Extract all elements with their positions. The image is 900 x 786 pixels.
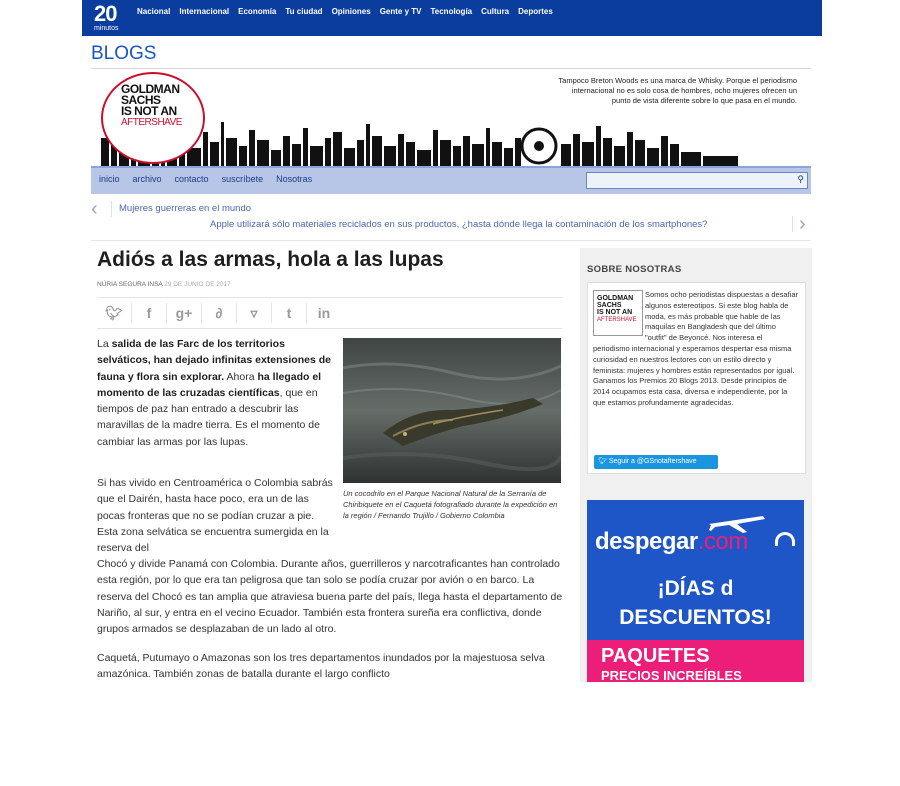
tumblr-icon[interactable]: t [272,303,307,323]
advertisement[interactable] [587,500,804,682]
nav-internacional[interactable]: Internacional [179,7,230,16]
text-bold: ha llegado el momento de las cruzadas científicas [97,370,322,399]
blog-banner[interactable] [91,70,811,166]
ad-headline-2: DESCUENTOS! [619,606,772,629]
share-bar [97,297,562,329]
ad-promo: PAQUETES [601,645,710,667]
blog-logo [121,84,182,128]
paragraph-2-continued: Chocó y divide Panamá con Colombia. Durante años, guerrilleros y narcotraficantes han controlado esta región, por lo que era tan peligrosa que tan solo se podía cruzar por avión o en barco. La reserva del Chocó es tan amplia que atraviesa buena parte del país, llega hasta el departamento de Nariño, al sur, y entra en el vecino Ecuador. También esta frontera sureña era conflictiva, donde grupos armados se desplazaban de un lado al otro. [97,558,563,636]
nav-archivo[interactable]: archivo [132,174,162,184]
text: , que en tiempos de paz han entrado a descubrir las maravillas de la madre tierra. Es el momento de cambiar las armas por las lupas. [97,386,320,448]
nav-nosotras[interactable]: Nosotras [276,174,313,184]
search-input[interactable] [586,172,808,189]
crocodile-photo [343,338,561,483]
twitter-follow-button[interactable] [594,455,718,469]
article-title[interactable]: Adiós a las armas, hola a las lupas [97,248,444,271]
nav-nacional[interactable]: Nacional [137,7,171,16]
section-title[interactable]: BLOGS [91,43,157,64]
divider [792,216,793,232]
logo-line: SACHS [121,93,161,107]
logo-line: IS NOT AN [121,104,177,118]
search-icon[interactable]: ⚲ [797,174,804,184]
nav-economia[interactable]: Economía [238,7,277,16]
linkedin-icon[interactable]: in [317,305,331,321]
sidebar-logo-text [594,291,642,324]
nav-suscribete[interactable]: suscríbete [221,174,264,184]
logo-line: IS NOT AN [597,309,633,316]
bell-icon [775,532,795,546]
date: 29 DE JUNIO DE 2017 [164,281,231,288]
paragraph-3: Caquetá, Putumayo o Amazonas son los tres departamentos inundados por la majestuosa selva amazónica. También zonas de batalla durante el largo conflicto [97,652,545,680]
paragraph-2: Si has vivido en Centroamérica o Colombia sabrás que el Dairén, hasta hace poco, era un de las pocas fronteras que no se podían cruzar a pie. Esta zona selvática se encuentra sumergida en la reserva del [97,477,333,555]
logo-line-red: AFTERSHAVE [597,317,637,323]
ad-headline: ¡DÍAS d [657,577,734,600]
nav-contacto[interactable]: contacto [174,174,209,184]
ad-brand-name: despegar [595,528,698,555]
logo-line: GOLDMAN [597,295,634,302]
text-bold: salida de las Farc de los territorios selváticos, han dejado infinitas extensiones de fauna y flora sin explorar. [97,338,331,383]
prev-arrow-icon[interactable]: ‹ [91,198,98,220]
pocket-icon[interactable]: ▿ [237,303,272,323]
ad-brand-suffix: .com [697,528,748,555]
blog-nav [91,166,811,194]
nav-tecnologia[interactable]: Tecnología [430,7,473,16]
divider [111,201,112,217]
about-text: Somos ocho periodistas dispuestas a desafiar algunos estereotipos. Si este blog habla de moda, es más probable que hable de las maquilas en Bangladesh que del último "outfit" de Beyoncé. Nos interesa el periodismo internacional y esperamos despertar esa misma curiosidad en nuestros lectores con un estilo directo y feminista: mujeres y hombres están representados por igual. Ganamos los Premios 20 Blogs 2013. Desde principios de 2014 ocupamos esta casa, diversa e independiente, por la que estamos profundamente agradecidas. [593,290,799,407]
nav-deportes[interactable]: Deportes [518,7,553,16]
prev-post-link[interactable]: Mujeres guerreras en el mundo [119,203,252,214]
nav-inicio[interactable]: inicio [99,174,120,184]
text: Ahora [224,370,258,383]
ad-promo-sub: PRECIOS INCREÍBLES [601,668,742,682]
site-header [82,0,822,36]
divider [91,68,811,69]
logo-line-red: AFTERSHAVE [121,117,182,128]
facebook-icon[interactable]: f [132,303,167,323]
twitter-icon: 🐦︎ [598,458,607,465]
text: La [97,338,112,350]
paragraph-1 [97,336,337,450]
nav-tu-ciudad[interactable]: Tu ciudad [285,7,323,16]
sidebar-logo[interactable] [593,290,643,336]
logo-line: SACHS [597,302,622,309]
top-nav [137,7,553,16]
nav-opiniones[interactable]: Opiniones [331,7,371,16]
author[interactable]: NÚRIA SEGURA INSA [97,281,163,288]
photo-caption: Un cocodrilo en el Parque Nacional Natural de la Serranía de Chiribiquete en el Caquetá fotografiado durante la expedición en la región / Fernando Trujillo / Gobierno Colombia [343,489,558,520]
nav-gente-tv[interactable]: Gente y TV [379,7,422,16]
meneame-icon[interactable]: ∂ [202,303,237,323]
photo-illustration [343,338,561,483]
site-logo[interactable] [94,3,119,33]
logo-line: GOLDMAN [121,82,180,96]
sidebar-title: SOBRE NOSOTRAS [587,264,682,275]
googleplus-icon[interactable]: g+ [167,303,202,323]
nav-cultura[interactable]: Cultura [481,7,510,16]
logo-number: 20 [94,1,117,26]
blog-tagline: Tampoco Breton Woods es una marca de Whisky. Porque el periodismo internacional no es solo cosa de hombres, ocho mujeres ofrecen un punto de vista diferente sobre lo que pasa en el mundo. [558,76,797,105]
next-arrow-icon[interactable]: › [799,213,806,235]
follow-label: Seguir a @GSnotaftershave [608,458,697,465]
twitter-icon[interactable]: 🐦︎ [97,303,132,323]
divider [91,240,811,241]
logo-sub: minutos [94,25,119,32]
next-post-link[interactable]: Apple utilizará sólo materiales reciclados en sus productos, ¿hasta dónde llega la contaminación de los smartphones? [210,219,708,230]
ad-brand [595,528,748,556]
article-byline [97,281,231,288]
